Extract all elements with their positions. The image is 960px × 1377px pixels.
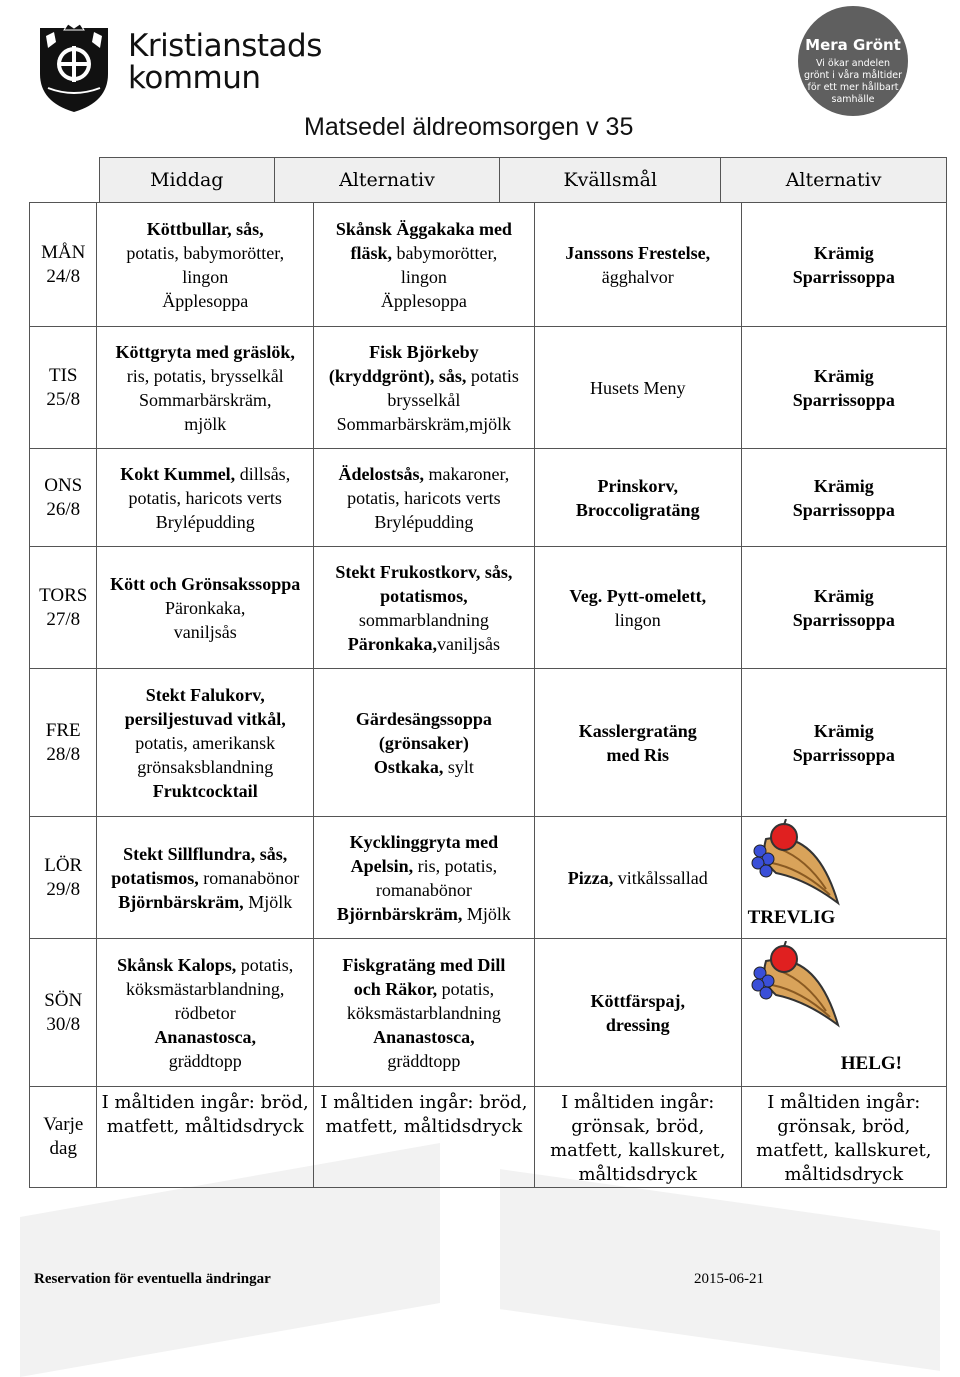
dish-text: köksmästarblandning, [125,978,285,999]
dish-text: ris, potatis, brysselkål [126,365,284,386]
dish-text: grönsaksblandning [137,756,274,777]
dish-text: Päronkaka, [164,597,246,618]
kvall-cell [534,203,741,327]
dish-line [537,1013,739,1037]
dish-line [537,241,739,265]
kvall-cell [534,547,741,669]
middag-cell [97,939,313,1087]
dish-line [316,977,532,1001]
dish-line [99,683,310,707]
dish-text: Mjölk [243,891,293,912]
kvall-alt-cell [741,669,946,817]
dish-text: Sparrissoppa [792,389,895,410]
dish-text: vitkålssallad [613,867,708,888]
dish-line [99,412,310,436]
dish-line [316,1025,532,1049]
alternativ-cell [313,939,534,1087]
middag-cell [97,547,313,669]
dish-line [537,866,739,890]
dish-text: Kycklinggryta med [349,831,499,852]
kvall-alt-cell [741,547,946,669]
dish-text: Köttbullar, sås, [146,218,264,239]
dish-text: Äpplesoppa [380,290,467,311]
dish-text: gräddtopp [387,1050,461,1071]
dish-text: ägghalvor [601,266,674,287]
middag-cell [97,203,313,327]
dish-line [99,731,310,755]
dish-text: med Ris [606,744,669,765]
dish-line [316,1049,532,1073]
everyday-note: I måltiden ingår: bröd, matfett, måltidsdryck [313,1087,534,1188]
day-name: ONS [44,474,83,496]
dish-text: vaniljsås [173,621,237,642]
dish-line [537,584,739,608]
column-header: Kvällsmål [500,158,721,203]
dish-text: makaroner, [424,463,510,484]
dish-line [316,340,532,364]
column-header: Middag [100,158,275,203]
dish-line [99,486,310,510]
dish-line [744,719,944,743]
day-name: SÖN [44,989,83,1011]
dish-text: sylt [443,756,474,777]
day-cell [30,203,97,327]
column-header-row [99,157,947,203]
dish-line [744,608,944,632]
dish-line [744,364,944,388]
dish-line [316,632,532,656]
dish-line [99,842,310,866]
dish-line [99,707,310,731]
dish-text: fläsk, [350,242,393,263]
dish-text: Veg. Pytt-omelett, [569,585,707,606]
dish-text: Broccoligratäng [575,499,700,520]
dish-text: rödbetor [174,1002,236,1023]
dish-line [99,364,310,388]
dish-text: och Räkor, [353,978,438,999]
menu-table [29,202,947,1188]
dish-text: Brylépudding [374,511,474,532]
brand-line-2: kommun [128,60,261,96]
kvall-alt-cell [741,939,946,1087]
dish-line [316,953,532,977]
menu-row [30,669,947,817]
dish-line [99,755,310,779]
badge-title: Mera Grönt [805,36,901,54]
dish-text: Stekt Frukostkorv, sås, [335,561,513,582]
dish-line [316,265,532,289]
dish-line [744,265,944,289]
dish-line [99,217,310,241]
dish-line [316,289,532,313]
day-cell [30,939,97,1087]
coat-of-arms-logo [34,22,114,114]
kvall-cell [534,669,741,817]
dish-text: Skånsk Kalops, [117,954,237,975]
dish-text: sommarblandning [358,609,489,630]
alternativ-cell [313,817,534,939]
everyday-label [30,1087,97,1188]
cornucopia-icon [746,941,842,1031]
dish-line [99,510,310,534]
brand-line-1: Kristianstads [128,28,322,64]
middag-cell [97,669,313,817]
day-cell [30,327,97,449]
alternativ-cell [313,669,534,817]
dish-text: Sommarbärskräm, [336,413,470,434]
dish-text: brysselkål [387,389,461,410]
dish-line [316,388,532,412]
dish-text: lingon [182,266,229,287]
dish-text: gräddtopp [168,1050,242,1071]
dish-text: mjölk [469,413,512,434]
dish-line [316,462,532,486]
day-date: 29/8 [46,878,81,900]
dish-text: dressing [605,1014,670,1035]
dish-text: Kasslergratäng [578,720,697,741]
dish-line [537,989,739,1013]
column-header: Alternativ [721,158,947,203]
dish-text: Fiskgratäng med Dill [342,954,506,975]
day-date: 25/8 [46,388,81,410]
dish-line [99,890,310,914]
dish-text: Husets Meny [590,377,686,398]
kvall-cell [534,449,741,547]
dish-text: babymorötter, [392,242,498,263]
day-date: 26/8 [46,498,81,520]
kvall-alt-cell [741,327,946,449]
dish-text: (kryddgrönt), sås, [328,365,467,386]
footer-note: Reservation för eventuella ändringar [34,1271,271,1287]
dish-text: persiljestuvad vitkål, [124,708,286,729]
dish-line [744,743,944,767]
dish-line [99,866,310,890]
dish-text: Sparrissoppa [792,266,895,287]
dish-line [99,596,310,620]
dish-line [99,289,310,313]
dish-line [744,241,944,265]
dish-text: potatis, [236,954,294,975]
kvall-alt-cell [741,817,946,939]
dish-line [99,572,310,596]
everyday-note: I måltiden ingår: bröd, matfett, måltidsdryck [97,1087,313,1188]
dish-text: Krämig [813,475,874,496]
dish-text: Ananastosca, [154,1026,256,1047]
dish-text: Sparrissoppa [792,744,895,765]
dish-line [99,241,310,265]
dish-line [316,364,532,388]
everyday-label-line: dag [49,1138,77,1159]
everyday-note: I måltiden ingår: grönsak, bröd, matfett, kallskuret, måltidsdryck [534,1087,741,1188]
dish-text: Ananastosca, [373,1026,475,1047]
menu-row [30,449,947,547]
dish-text: Fisk Björkeby [369,341,479,362]
dish-line [99,388,310,412]
dish-text: romanabönor [375,879,472,900]
menu-row [30,203,947,327]
dish-text: Björnbärskräm, [118,891,244,912]
dish-text: Gärdesängssoppa [355,708,492,729]
menu-row [30,327,947,449]
dish-text: Sparrissoppa [792,499,895,520]
kvall-cell [534,327,741,449]
dish-line [99,462,310,486]
everyday-label-line: Varje [43,1114,84,1135]
dish-line [744,474,944,498]
middag-cell [97,327,313,449]
day-cell [30,817,97,939]
dish-line [537,743,739,767]
dish-line [316,412,532,436]
dish-line [316,608,532,632]
dish-text: Sommarbärskräm, [138,389,272,410]
dish-line [99,1049,310,1073]
dish-text: lingon [614,609,661,630]
dish-line [99,265,310,289]
dish-line [99,953,310,977]
day-name: MÅN [41,241,86,263]
dish-line [316,217,532,241]
dish-line [99,340,310,364]
kvall-cell [534,817,741,939]
dish-line [537,608,739,632]
badge-text: Vi ökar andelen grönt i våra måltider för ett mer hållbart samhälle [804,58,903,105]
dish-line [316,902,532,926]
dish-line [316,854,532,878]
dish-line [316,731,532,755]
middag-cell [97,817,313,939]
dish-text: ris, potatis, [413,855,498,876]
kvall-cell [534,939,741,1087]
dish-text: Pizza, [567,867,614,888]
dish-line [744,388,944,412]
dish-text: Ädelostsås, [338,463,425,484]
dish-line [316,510,532,534]
dish-text: potatismos, [380,585,468,606]
kvall-alt-cell [741,449,946,547]
cornucopia-icon [746,819,842,909]
dish-text: Stekt Sillflundra, sås, [123,843,288,864]
everyday-row [30,1087,947,1188]
day-date: 27/8 [46,608,81,630]
dish-text: Apelsin, [350,855,414,876]
dish-line [316,241,532,265]
dish-text: Mjölk [462,903,511,924]
dish-text: Ostkaka, [373,756,444,777]
dish-line [316,755,532,779]
dish-text: Björnbärskräm, [336,903,463,924]
day-name: TIS [48,364,78,386]
menu-row [30,939,947,1087]
background-shape [500,1169,940,1371]
dish-text: Krämig [813,720,874,741]
dish-line [316,707,532,731]
day-cell [30,449,97,547]
kvall-alt-cell [741,203,946,327]
dish-text: romanabönor [198,867,300,888]
dish-text: Köttfärspaj, [590,990,685,1011]
dish-text: Janssons Frestelse, [565,242,711,263]
dish-line [316,878,532,902]
mera-gront-badge [798,6,908,116]
greeting-text: TREVLIG [747,907,836,928]
day-date: 24/8 [46,265,81,287]
dish-line [99,779,310,803]
brand-name [128,30,322,94]
dish-line [537,265,739,289]
day-cell [30,669,97,817]
dish-line [316,830,532,854]
day-cell [30,547,97,669]
dish-text: Skånsk Äggakaka med [335,218,512,239]
dish-line [316,560,532,584]
dish-line [537,498,739,522]
dish-line [316,584,532,608]
dish-line [744,584,944,608]
dish-text: köksmästarblandning [346,1002,501,1023]
dish-text: potatis, amerikansk [135,732,276,753]
day-name: LÖR [44,854,83,876]
dish-text: mjölk [184,413,227,434]
dish-text: Kött och Grönsakssoppa [110,573,301,594]
dish-line [744,498,944,522]
dish-text: Päronkaka, [347,633,437,654]
menu-row [30,817,947,939]
dish-line [537,719,739,743]
alternativ-cell [313,327,534,449]
dish-line [99,620,310,644]
dish-line [99,1025,310,1049]
day-date: 30/8 [46,1013,81,1035]
alternativ-cell [313,449,534,547]
dish-text: Krämig [813,365,874,386]
alternativ-cell [313,203,534,327]
dish-text: potatis, haricots verts [128,487,282,508]
dish-text: (grönsaker) [378,732,469,753]
menu-row [30,547,947,669]
everyday-note: I måltiden ingår: grönsak, bröd, matfett, kallskuret, måltidsdryck [741,1087,946,1188]
footer-date: 2015-06-21 [694,1271,764,1287]
dish-line [316,1001,532,1025]
dish-text: Fruktcocktail [152,780,258,801]
dish-text: Krämig [813,585,874,606]
dish-text: vaniljsås [437,633,500,654]
dish-text: Prinskorv, [597,475,678,496]
dish-line [316,486,532,510]
column-header: Alternativ [274,158,500,203]
dish-text: Kokt Kummel, [120,463,236,484]
dish-text: potatis, babymorötter, [126,242,285,263]
alternativ-cell [313,547,534,669]
dish-text: Sparrissoppa [792,609,895,630]
dish-line [537,376,739,400]
dish-line [99,977,310,1001]
dish-text: Brylépudding [155,511,255,532]
dish-text: potatis [466,365,519,386]
dish-text: potatismos, [111,867,199,888]
dish-text: potatis, haricots verts [347,487,501,508]
dish-text: dillsås, [235,463,291,484]
dish-text: Äpplesoppa [162,290,249,311]
day-date: 28/8 [46,743,81,765]
greeting-text: HELG! [840,1053,902,1074]
dish-text: potatis, [437,978,495,999]
dish-line [99,1001,310,1025]
page-title: Matsedel äldreomsorgen v 35 [304,113,634,141]
day-name: FRE [45,719,81,741]
dish-line [537,474,739,498]
dish-text: Stekt Falukorv, [145,684,265,705]
middag-cell [97,449,313,547]
dish-text: Krämig [813,242,874,263]
dish-text: Köttgryta med gräslök, [115,341,295,362]
day-name: TORS [39,584,88,606]
dish-text: lingon [400,266,447,287]
